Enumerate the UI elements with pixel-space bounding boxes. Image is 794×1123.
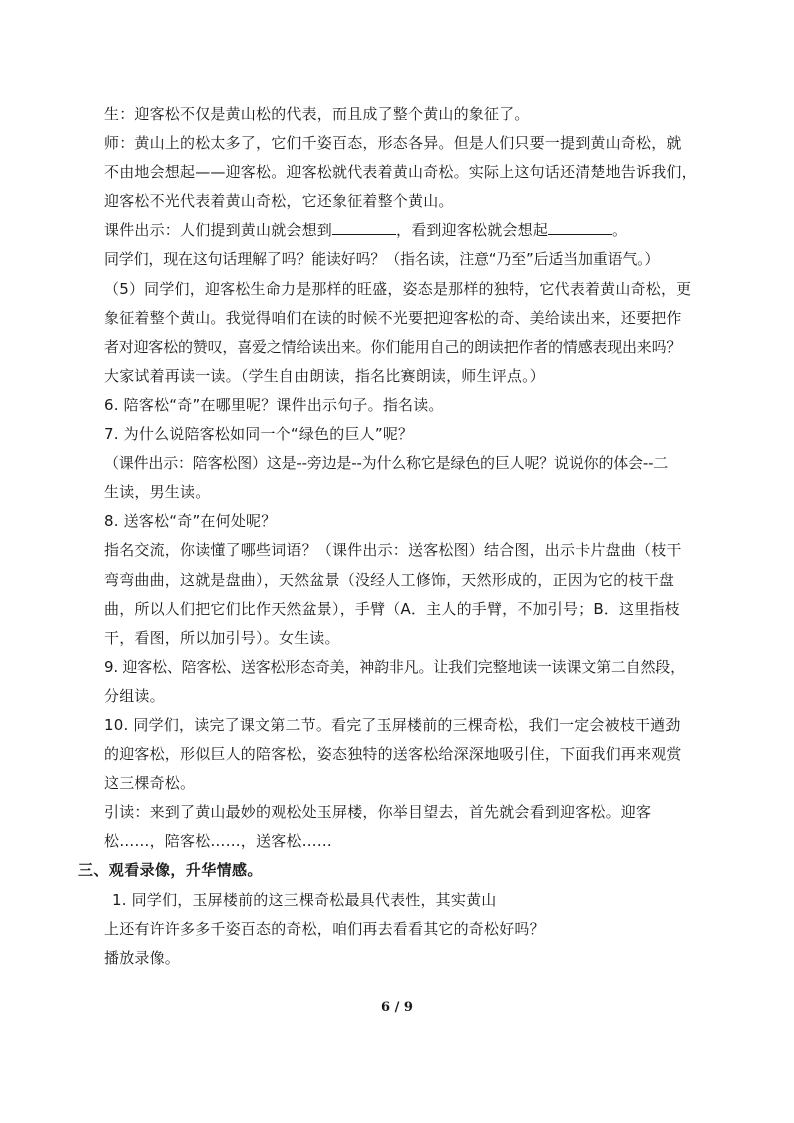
paragraph-line: 师：黄山上的松太多了，它们千姿百态，形态各异。但是人们只要一提到黄山奇松，就 <box>104 134 682 153</box>
list-item-10: 10. 同学们，读完了课文第二节。看完了玉屏楼前的三棵奇松，我们一定会被枝干遒劲 <box>104 715 681 734</box>
document-body <box>78 100 724 973</box>
paragraph-line: （5）同学们，迎客松生命力是那样的旺盛，姿态是那样的独特，它代表着黄山奇松，更 <box>104 279 692 298</box>
answer-blank <box>548 220 612 235</box>
blank-line-middle: ，看到迎客松就会想起 <box>396 221 549 240</box>
list-item-6: 6. 陪客松“奇”在哪里呢？课件出示句子。指名读。 <box>104 395 444 414</box>
paragraph-line: 的迎客松，形似巨人的陪客松，姿态独特的送客松给深深地吸引住，下面我们再来观赏 <box>104 745 682 764</box>
section-paragraph-line: 上还有许许多多千姿百态的奇松，咱们再去看看其它的奇松好吗？ <box>104 919 545 938</box>
paragraph-line: 指名交流，你读懂了哪些词语？（课件出示：送客松图）结合图，出示卡片盘曲（枝干 <box>104 541 682 560</box>
paragraph-line: 同学们，现在这句话理解了吗？能读好吗？（指名读，注意“乃至”后适当加重语气。） <box>104 250 660 269</box>
paragraph-line: （课件出示：陪客松图）这是--旁边是--为什么称它是绿色的巨人呢？说说你的体会--二 <box>104 454 669 473</box>
paragraph-line: 松……，陪客松……，送客松…… <box>104 832 333 851</box>
section-paragraph-line: 播放录像。 <box>104 948 181 967</box>
paragraph-line: 干，看图，所以加引号）。女生读。 <box>104 628 340 647</box>
list-item-8: 8. 送客松“奇”在何处呢？ <box>104 512 277 531</box>
paragraph-line: 生：迎客松不仅是黄山松的代表，而且成了整个黄山的象征了。 <box>104 105 530 123</box>
paragraph-line: 分组读。 <box>104 686 165 705</box>
paragraph-line: 不由地会想起——迎客松。迎客松就代表着黄山奇松。实际上这句话还清楚地告诉我们， <box>104 163 697 182</box>
paragraph-line: 这三棵奇松。 <box>104 774 196 793</box>
section-list-item: 1. 同学们，玉屏楼前的这三棵奇松最具代表性，其实黄山 <box>112 890 497 909</box>
paragraph-line: 曲，所以人们把它们比作天然盆景），手臂（A．主人的手臂，不加引号；B．这里指枝 <box>104 599 680 618</box>
paragraph-line: 者对迎客松的赞叹，喜爱之情给读出来。你们能用自己的朗读把作者的情感表现出来吗？ <box>104 337 682 356</box>
paragraph-line: 引读：来到了黄山最妙的观松处玉屏楼，你举目望去，首先就会看到迎客松。迎客 <box>104 803 652 822</box>
paragraph-line: 象征着整个黄山。我觉得咱们在读的时候不光要把迎客松的奇、美给读出来，还要把作 <box>104 308 682 327</box>
paragraph-line: 弯弯曲曲，这就是盘曲），天然盆景（没经人工修饰，天然形成的，正因为它的枝干盘 <box>104 570 675 589</box>
list-item-9: 9. 迎客松、陪客松、送客松形态奇美，神韵非凡。让我们完整地读一读课文第二自然段， <box>104 657 685 676</box>
page-number: 6 / 9 <box>381 1000 413 1015</box>
list-item-7: 7. 为什么说陪客松如同一个“绿色的巨人”呢？ <box>104 425 414 444</box>
paragraph-line: 迎客松不光代表着黄山奇松，它还象征着整个黄山。 <box>104 192 454 211</box>
blank-line-prefix: 课件出示：人们提到黄山就会想到 <box>104 221 333 240</box>
section-heading: 三、观看录像，升华情感。 <box>78 861 263 880</box>
paragraph-line: 生读，男生读。 <box>104 483 211 502</box>
paragraph-line: 大家试着再读一读。（学生自由朗读，指名比赛朗读，师生评点。） <box>104 366 546 385</box>
answer-blank <box>332 220 396 235</box>
blank-line-suffix: 。 <box>612 221 628 240</box>
fill-in-blank-line <box>104 216 724 245</box>
